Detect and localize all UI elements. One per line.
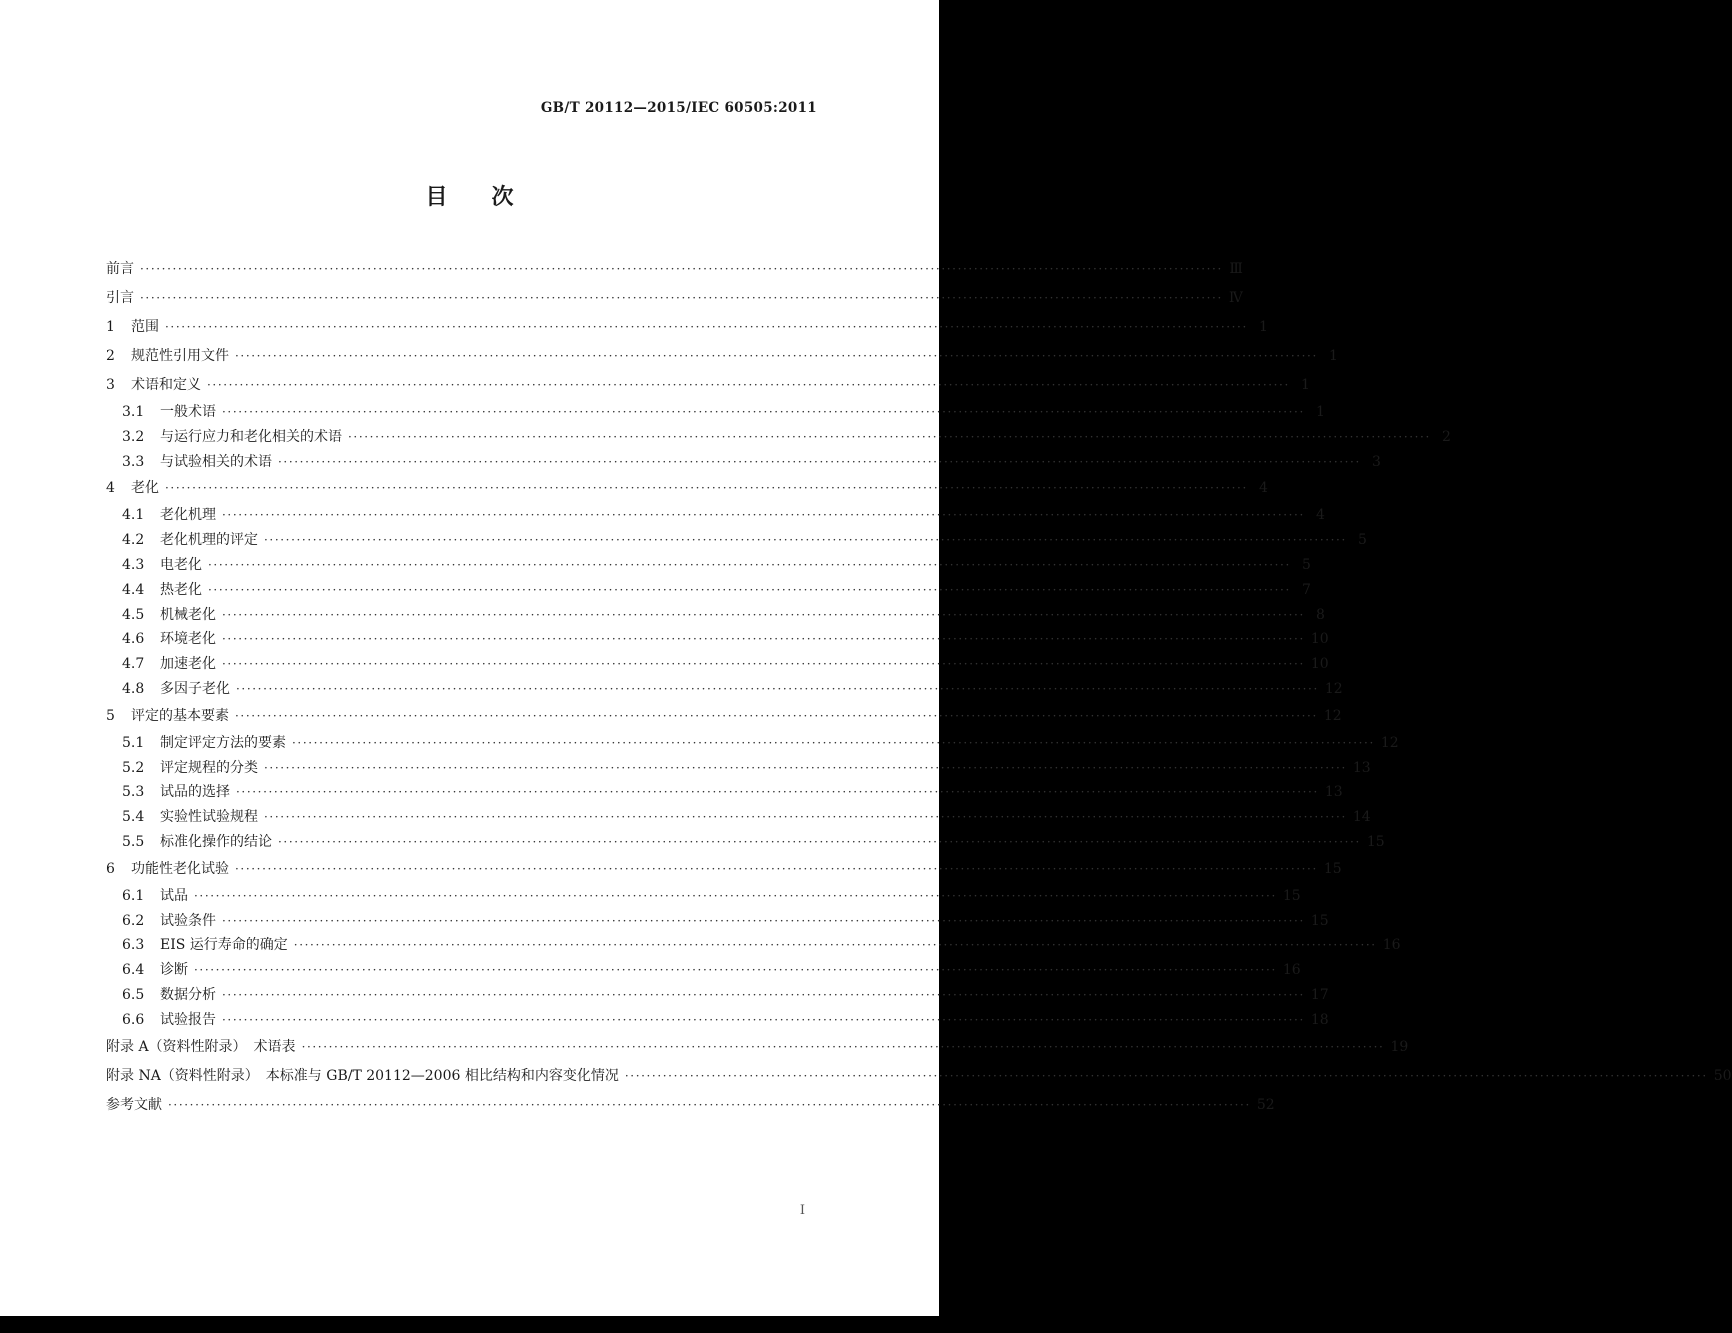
toc-entry[interactable] bbox=[106, 553, 1311, 578]
toc-entry[interactable] bbox=[106, 884, 1301, 909]
toc-entry-label: 标准化操作的结论 bbox=[160, 833, 272, 850]
dot-leader: ········································································································································································································ bbox=[208, 582, 1291, 597]
toc-entry[interactable] bbox=[106, 805, 1371, 830]
toc-entry-label: 老化 bbox=[131, 480, 159, 497]
toc-entry-page: 3 bbox=[1371, 453, 1381, 470]
toc-entry[interactable] bbox=[106, 578, 1311, 603]
dot-leader: ········································································································································································································ bbox=[292, 735, 1375, 750]
dot-leader: ········································································································································································································ bbox=[165, 320, 1248, 334]
toc-entry-label: 诊断 bbox=[160, 962, 188, 979]
toc-entry-page: 5 bbox=[1357, 532, 1367, 549]
toc-entry-page: Ⅳ bbox=[1228, 290, 1243, 306]
toc-entry-label: 评定规程的分类 bbox=[160, 759, 258, 776]
toc-entry[interactable] bbox=[106, 933, 1401, 958]
dot-leader: ········································································································································································································ bbox=[222, 1012, 1305, 1027]
toc-entry[interactable] bbox=[106, 909, 1329, 934]
toc-entry-label: 附录 A（资料性附录） 术语表 bbox=[106, 1038, 296, 1055]
toc-entry-page: 19 bbox=[1390, 1038, 1409, 1055]
toc-entry-number: 3.2 bbox=[122, 428, 145, 445]
toc-entry-page: 16 bbox=[1282, 962, 1301, 979]
dot-leader: ········································································································································································································ bbox=[222, 657, 1305, 672]
toc-entry-label: 试验条件 bbox=[160, 912, 216, 929]
toc-entry[interactable] bbox=[106, 528, 1367, 553]
toc-entry-number: 4.6 bbox=[122, 631, 145, 648]
toc-entry-number: 5 bbox=[106, 707, 115, 724]
dot-leader: ········································································································································································································ bbox=[278, 454, 1361, 469]
toc-entry-page: 15 bbox=[1282, 887, 1301, 904]
toc-entry-page: 13 bbox=[1352, 759, 1371, 776]
page-title: 目次 bbox=[425, 184, 558, 210]
dot-leader: ········································································································································································································ bbox=[222, 913, 1305, 928]
toc-entry[interactable] bbox=[106, 603, 1325, 628]
toc-entry-page: 1 bbox=[1300, 377, 1310, 393]
dot-leader: ········································································································································································································ bbox=[207, 378, 1290, 392]
toc-entry-number: 6.2 bbox=[122, 912, 145, 929]
toc-entry-page: 18 bbox=[1310, 1011, 1329, 1028]
toc-entry-number: 4.7 bbox=[122, 656, 145, 673]
toc-entry[interactable] bbox=[106, 627, 1329, 652]
toc-entry-number: 4.4 bbox=[122, 581, 145, 598]
toc-entry[interactable] bbox=[106, 756, 1371, 781]
toc-entry[interactable] bbox=[106, 425, 1451, 450]
toc-entry[interactable] bbox=[106, 342, 1338, 371]
toc-entry-number: 4.2 bbox=[122, 532, 145, 549]
toc-entry[interactable] bbox=[106, 830, 1385, 855]
toc-entry[interactable] bbox=[106, 503, 1325, 528]
toc-entry-label: 规范性引用文件 bbox=[131, 348, 229, 364]
dot-leader: ········································································································································································································ bbox=[624, 1068, 1708, 1083]
toc-entry-number: 6.1 bbox=[122, 887, 145, 904]
toc-entry-page: 12 bbox=[1324, 680, 1343, 697]
toc-entry-number: 6.5 bbox=[122, 986, 145, 1003]
dot-leader: ········································································································································································································ bbox=[222, 607, 1305, 622]
page-number: I bbox=[799, 1203, 805, 1218]
toc-entry-label: 实验性试验规程 bbox=[160, 809, 258, 826]
toc-entry-number: 5.2 bbox=[122, 759, 145, 776]
toc-entry-page: 4 bbox=[1315, 507, 1325, 524]
toc-entry-page: 7 bbox=[1301, 581, 1311, 598]
toc-entry-label: 试品的选择 bbox=[160, 784, 230, 801]
dot-leader: ········································································································································································································ bbox=[222, 632, 1305, 647]
toc-entry-label: 与试验相关的术语 bbox=[160, 453, 272, 470]
toc-entry-page: 2 bbox=[1441, 428, 1451, 445]
toc-entry-number: 4.1 bbox=[122, 507, 145, 524]
dot-leader: ········································································································································································································ bbox=[264, 810, 1347, 825]
toc-entry-label: 机械老化 bbox=[160, 606, 216, 623]
dot-leader: ········································································································································································································ bbox=[194, 963, 1277, 978]
table-of-contents bbox=[106, 255, 1732, 1120]
toc-entry-label: 一般术语 bbox=[160, 404, 216, 420]
toc-entry-label: 引言 bbox=[106, 290, 134, 306]
dot-leader: ········································································································································································································ bbox=[264, 760, 1347, 775]
dot-leader: ········································································································································································································ bbox=[168, 1097, 1251, 1112]
dot-leader: ········································································································································································································ bbox=[236, 785, 1319, 800]
toc-entry-label: 试验报告 bbox=[160, 1011, 216, 1028]
toc-entry-page: 16 bbox=[1382, 937, 1401, 954]
toc-entry-number: 6 bbox=[106, 860, 115, 877]
dot-leader: ········································································································································································································ bbox=[235, 349, 1318, 363]
dot-leader: ········································································································································································································ bbox=[194, 888, 1277, 903]
toc-entry-page: 50 bbox=[1713, 1067, 1732, 1084]
toc-entry[interactable] bbox=[106, 474, 1268, 503]
toc-entry-page: 4 bbox=[1258, 480, 1268, 497]
toc-entry-page: 14 bbox=[1352, 809, 1371, 826]
toc-entry-label: 老化机理 bbox=[160, 507, 216, 524]
toc-entry-label: 加速老化 bbox=[160, 656, 216, 673]
toc-entry[interactable] bbox=[106, 780, 1343, 805]
toc-entry[interactable] bbox=[106, 652, 1329, 677]
toc-entry-number: 3.1 bbox=[122, 404, 145, 420]
standard-code: GB/T 20112—2015/IEC 60505:2011 bbox=[540, 100, 817, 116]
toc-entry-label: 与运行应力和老化相关的术语 bbox=[160, 428, 342, 445]
toc-entry-page: 17 bbox=[1310, 986, 1329, 1003]
toc-entry-label: 电老化 bbox=[160, 556, 202, 573]
toc-entry[interactable] bbox=[106, 731, 1399, 756]
toc-entry[interactable] bbox=[106, 702, 1342, 731]
toc-entry-number: 1 bbox=[106, 319, 115, 335]
toc-entry-label: 试品 bbox=[160, 887, 188, 904]
toc-entry-number: 4 bbox=[106, 480, 115, 497]
toc-entry[interactable] bbox=[106, 677, 1343, 702]
toc-entry-label: 热老化 bbox=[160, 581, 202, 598]
toc-entry-page: 10 bbox=[1310, 631, 1329, 648]
toc-entry-page: 1 bbox=[1328, 348, 1338, 364]
toc-entry[interactable] bbox=[106, 450, 1381, 475]
dot-leader: ········································································································································································································ bbox=[348, 429, 1431, 444]
toc-entry-label: 前言 bbox=[106, 261, 134, 277]
toc-entry[interactable] bbox=[106, 1091, 1275, 1120]
toc-entry-page: 15 bbox=[1366, 833, 1385, 850]
dot-leader: ········································································································································································································ bbox=[222, 987, 1305, 1002]
toc-entry-page: 52 bbox=[1256, 1096, 1275, 1113]
dot-leader: ········································································································································································································ bbox=[235, 861, 1318, 876]
dot-leader: ········································································································································································································ bbox=[264, 533, 1347, 548]
toc-entry-number: 2 bbox=[106, 348, 115, 364]
toc-entry-number: 6.3 bbox=[122, 937, 145, 954]
toc-entry-label: 功能性老化试验 bbox=[131, 860, 229, 877]
toc-entry-label: 环境老化 bbox=[160, 631, 216, 648]
toc-entry-number: 5.5 bbox=[122, 833, 145, 850]
toc-entry-label: 范围 bbox=[131, 319, 159, 335]
toc-entry[interactable] bbox=[106, 1062, 1732, 1091]
dot-leader: ········································································································································································································ bbox=[278, 834, 1361, 849]
toc-entry-label: 参考文献 bbox=[106, 1096, 162, 1113]
toc-entry-number: 5.1 bbox=[122, 734, 145, 751]
toc-entry-page: 15 bbox=[1310, 912, 1329, 929]
toc-entry-number: 4.3 bbox=[122, 556, 145, 573]
toc-entry-label: EIS 运行寿命的确定 bbox=[160, 937, 288, 954]
toc-entry-page: Ⅲ bbox=[1229, 261, 1243, 277]
toc-entry-page: 12 bbox=[1380, 734, 1399, 751]
toc-entry-number: 6.6 bbox=[122, 1011, 145, 1028]
dot-leader: ········································································································································································································ bbox=[140, 262, 1223, 276]
toc-entry-label: 多因子老化 bbox=[160, 680, 230, 697]
toc-entry-page: 1 bbox=[1315, 404, 1325, 420]
dot-leader: ········································································································································································································ bbox=[301, 1039, 1385, 1054]
toc-entry-page: 12 bbox=[1323, 707, 1342, 724]
toc-entry[interactable] bbox=[106, 400, 1325, 425]
dot-leader: ········································································································································································································ bbox=[222, 508, 1305, 523]
toc-entry-number: 3.3 bbox=[122, 453, 145, 470]
toc-entry[interactable] bbox=[106, 313, 1268, 342]
toc-entry-page: 15 bbox=[1323, 860, 1342, 877]
dot-leader: ········································································································································································································ bbox=[222, 405, 1305, 419]
toc-entry-label: 术语和定义 bbox=[131, 377, 201, 393]
toc-entry-number: 3 bbox=[106, 377, 115, 393]
toc-entry-page: 8 bbox=[1315, 606, 1325, 623]
dot-leader: ········································································································································································································ bbox=[140, 291, 1223, 305]
toc-entry-label: 附录 NA（资料性附录） 本标准与 GB/T 20112—2006 相比结构和内容变化情况 bbox=[106, 1067, 619, 1084]
toc-entry-page: 13 bbox=[1324, 784, 1343, 801]
toc-entry[interactable] bbox=[106, 855, 1342, 884]
toc-entry-page: 1 bbox=[1258, 319, 1268, 335]
toc-entry-label: 老化机理的评定 bbox=[160, 532, 258, 549]
toc-entry-label: 评定的基本要素 bbox=[131, 707, 229, 724]
toc-entry-label: 数据分析 bbox=[160, 986, 216, 1003]
toc-entry-number: 5.3 bbox=[122, 784, 145, 801]
dot-leader: ········································································································································································································ bbox=[236, 681, 1319, 696]
toc-entry[interactable] bbox=[106, 284, 1243, 313]
toc-entry-label: 制定评定方法的要素 bbox=[160, 734, 286, 751]
dot-leader: ········································································································································································································ bbox=[165, 481, 1248, 496]
dot-leader: ········································································································································································································ bbox=[208, 557, 1291, 572]
toc-entry[interactable] bbox=[106, 1008, 1329, 1033]
toc-entry-page: 5 bbox=[1301, 556, 1311, 573]
toc-entry[interactable] bbox=[106, 1033, 1409, 1062]
toc-entry-number: 4.8 bbox=[122, 680, 145, 697]
toc-entry[interactable] bbox=[106, 371, 1310, 400]
toc-entry-number: 4.5 bbox=[122, 606, 145, 623]
toc-entry-number: 6.4 bbox=[122, 962, 145, 979]
dot-leader: ········································································································································································································ bbox=[235, 708, 1318, 723]
toc-entry[interactable] bbox=[106, 958, 1301, 983]
toc-entry[interactable] bbox=[106, 983, 1329, 1008]
dot-leader: ········································································································································································································ bbox=[293, 938, 1377, 953]
toc-entry[interactable] bbox=[106, 255, 1243, 284]
toc-entry-page: 10 bbox=[1310, 656, 1329, 673]
toc-entry-number: 5.4 bbox=[122, 809, 145, 826]
